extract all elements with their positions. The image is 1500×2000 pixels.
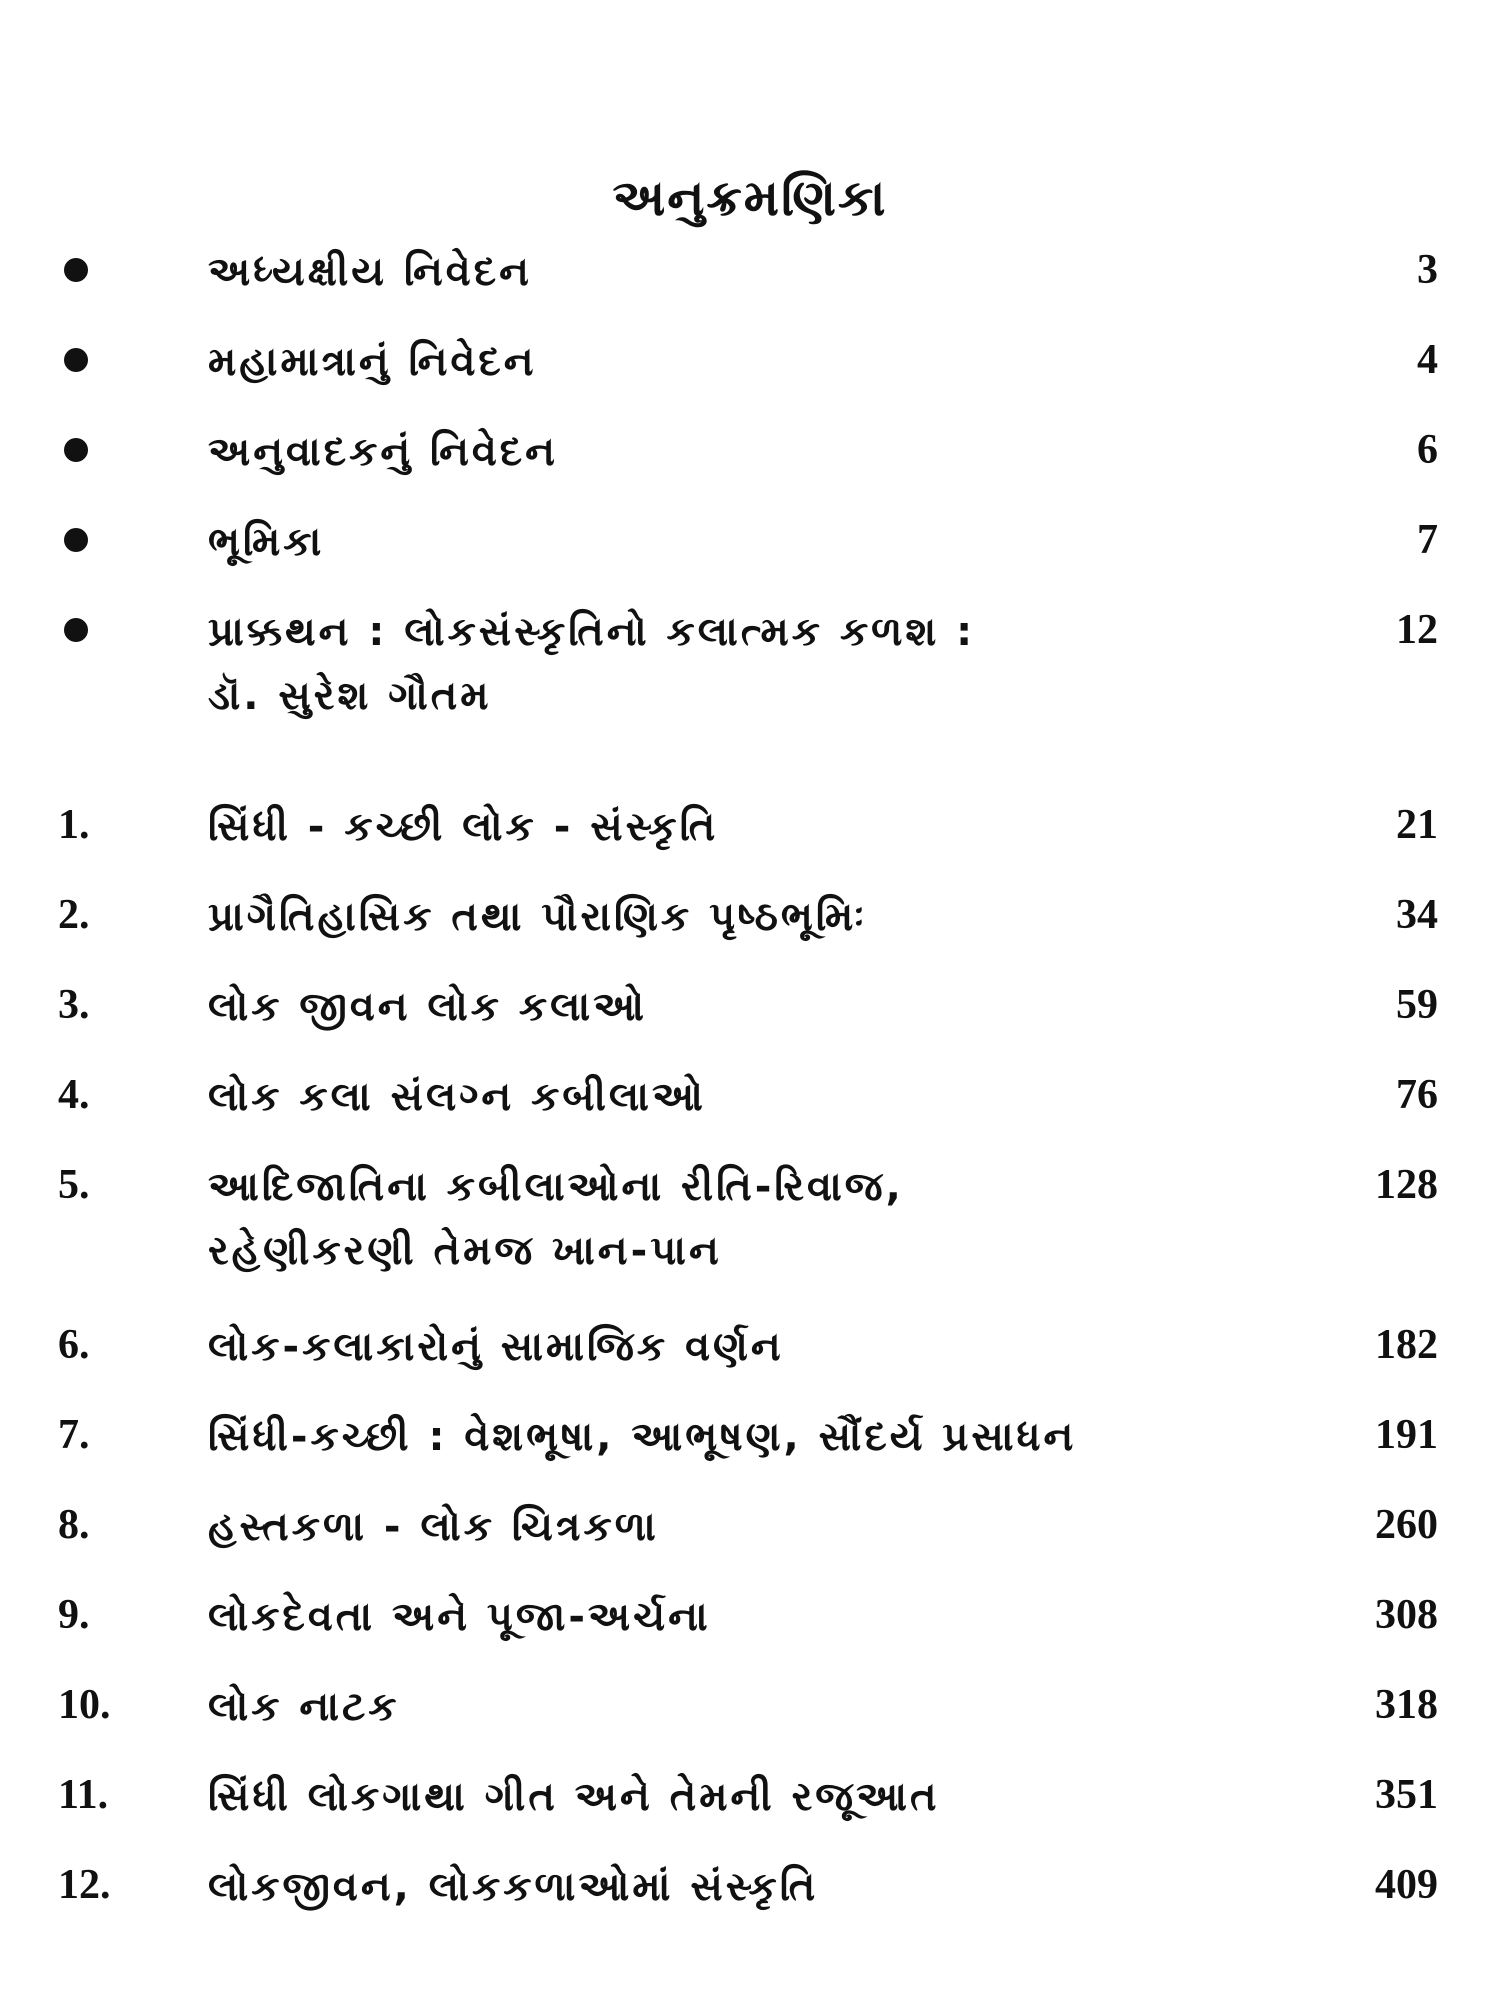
bullet-icon xyxy=(64,528,88,552)
chapter-number: 4. xyxy=(58,1072,90,1118)
entry-title xyxy=(208,600,1208,728)
front-matter-entry xyxy=(0,420,1500,500)
chapter-number: 1. xyxy=(58,802,90,848)
entry-title-line: સિંધી લોકગાથા ગીત અને તેમની રજૂઆત xyxy=(208,1774,940,1820)
bullet-icon xyxy=(64,258,88,282)
entry-title-line: મહામાત્રાનું નિવેદન xyxy=(208,339,537,385)
chapter-entry xyxy=(0,885,1500,965)
chapter-entry xyxy=(0,795,1500,875)
entry-title-line: લોક નાટક xyxy=(208,1684,400,1730)
page-number: 308 xyxy=(1375,1592,1438,1638)
entry-title-line: સિંધી - કચ્છી લોક - સંસ્કૃતિ xyxy=(208,804,719,850)
entry-title xyxy=(208,240,1208,304)
chapter-number: 8. xyxy=(58,1502,90,1548)
entry-title-line: રહેણીકરણી તેમજ ખાન-પાન xyxy=(208,1228,722,1274)
page-number: 6 xyxy=(1417,427,1438,473)
chapter-number: 7. xyxy=(58,1412,90,1458)
page-number: 191 xyxy=(1375,1412,1438,1458)
entry-title-line: લોકદેવતા અને પૂજા-અર્ચના xyxy=(208,1594,711,1640)
chapter-entry xyxy=(0,1405,1500,1485)
entry-title xyxy=(208,1765,1208,1829)
entry-title-line: પ્રાગૈતિહાસિક તથા પૌરાણિક પૃષ્ઠભૂમિઃ xyxy=(208,894,868,940)
chapter-entry xyxy=(0,1855,1500,1935)
front-matter-entry xyxy=(0,600,1500,719)
chapter-entry xyxy=(0,1315,1500,1395)
page-number: 76 xyxy=(1396,1072,1438,1118)
entry-title xyxy=(208,795,1208,859)
chapter-entry xyxy=(0,1495,1500,1575)
entry-title xyxy=(208,1315,1208,1379)
chapter-entry xyxy=(0,1065,1500,1145)
page-number: 7 xyxy=(1417,517,1438,563)
entry-title-line: લોક કલા સંલગ્ન કબીલાઓ xyxy=(208,1074,706,1120)
entry-title-line: અનુવાદકનું નિવેદન xyxy=(208,429,558,475)
entry-title-line: પ્રાક્કથન : લોકસંસ્કૃતિનો કલાત્મક કળશ : xyxy=(208,609,976,655)
page-number: 128 xyxy=(1375,1162,1438,1208)
front-matter-entry xyxy=(0,510,1500,590)
page-number: 3 xyxy=(1417,247,1438,293)
entry-title xyxy=(208,885,1208,949)
page-number: 34 xyxy=(1396,892,1438,938)
page-number: 182 xyxy=(1375,1322,1438,1368)
entry-title xyxy=(208,1405,1208,1469)
page-number: 351 xyxy=(1375,1772,1438,1818)
entry-title-line: લોક જીવન લોક કલાઓ xyxy=(208,984,648,1030)
page-number: 12 xyxy=(1396,607,1438,653)
page-title: અનુક્રમણિકા xyxy=(612,168,888,227)
entry-title xyxy=(208,1495,1208,1559)
chapter-number: 5. xyxy=(58,1162,90,1208)
bullet-icon xyxy=(64,348,88,372)
entry-title xyxy=(208,330,1208,394)
entry-title-line: ડૉ. સુરેશ ગૌતમ xyxy=(208,673,492,719)
front-matter-entry xyxy=(0,240,1500,320)
page-number: 409 xyxy=(1375,1862,1438,1908)
chapter-entry xyxy=(0,1585,1500,1665)
chapter-entry xyxy=(0,1765,1500,1845)
front-matter-entry xyxy=(0,330,1500,410)
entry-title-line: હસ્તકળા - લોક ચિત્રકળા xyxy=(208,1504,659,1550)
entry-title xyxy=(208,1675,1208,1739)
entry-title-line: આદિજાતિના કબીલાઓના રીતિ-રિવાજ, xyxy=(208,1164,904,1210)
entry-title-line: અધ્યક્ષીય નિવેદન xyxy=(208,249,532,295)
bullet-icon xyxy=(64,438,88,462)
chapter-entry xyxy=(0,1675,1500,1755)
chapter-number: 2. xyxy=(58,892,90,938)
entry-title xyxy=(208,975,1208,1039)
chapter-number: 3. xyxy=(58,982,90,1028)
bullet-icon xyxy=(64,618,88,642)
chapter-number: 11. xyxy=(58,1772,109,1818)
page-number: 4 xyxy=(1417,337,1438,383)
page-number: 318 xyxy=(1375,1682,1438,1728)
entry-title xyxy=(208,1155,1208,1283)
page-number: 260 xyxy=(1375,1502,1438,1548)
entry-title xyxy=(208,1585,1208,1649)
entry-title-line: લોકજીવન, લોકકળાઓમાં સંસ્કૃતિ xyxy=(208,1864,819,1910)
chapter-number: 9. xyxy=(58,1592,90,1638)
entry-title-line: લોક-કલાકારોનું સામાજિક વર્ણન xyxy=(208,1324,784,1370)
chapter-entry xyxy=(0,1155,1500,1274)
entry-title xyxy=(208,420,1208,484)
chapter-number: 6. xyxy=(58,1322,90,1368)
chapter-number: 12. xyxy=(58,1862,111,1908)
entry-title xyxy=(208,1855,1208,1919)
entry-title xyxy=(208,1065,1208,1129)
entry-title xyxy=(208,510,1208,574)
page-number: 21 xyxy=(1396,802,1438,848)
chapter-entry xyxy=(0,975,1500,1055)
entry-title-line: સિંધી-કચ્છી : વેશભૂષા, આભૂષણ, સૌંદર્ય પ્રસાધન xyxy=(208,1414,1077,1460)
page-number: 59 xyxy=(1396,982,1438,1028)
chapter-number: 10. xyxy=(58,1682,111,1728)
entry-title-line: ભૂમિકા xyxy=(208,519,325,565)
